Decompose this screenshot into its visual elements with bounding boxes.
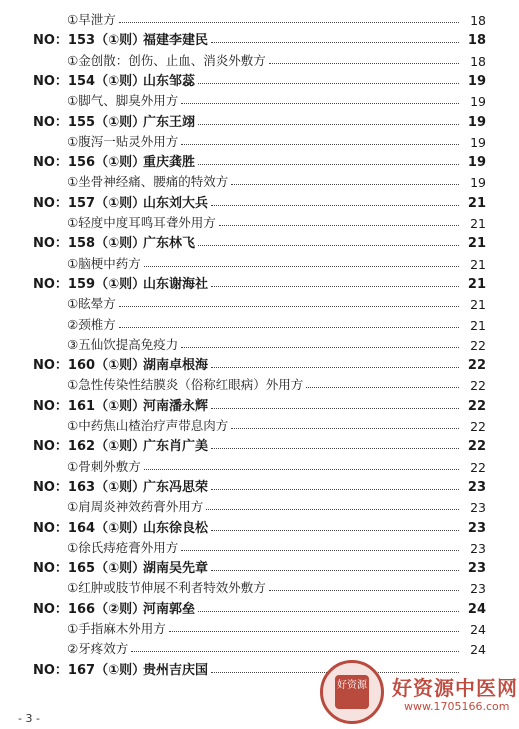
dot-leader (181, 102, 459, 104)
entry-number: NO：158（①则） (33, 236, 146, 252)
toc-author-row[interactable] (0, 434, 519, 454)
entry-number: NO：159（①则） (33, 276, 146, 292)
page-ref: 19 (470, 134, 486, 150)
recipe-title: ②颈椎方 (67, 316, 116, 332)
dot-leader (181, 346, 459, 348)
page-ref: 18 (467, 33, 486, 49)
entry-heading (0, 151, 195, 170)
page-number: - 3 - (18, 712, 40, 725)
page-ref: 22 (467, 398, 486, 414)
toc-author-row[interactable] (0, 191, 519, 211)
toc-recipe-row[interactable] (0, 455, 519, 475)
entry-number: NO：157（①则） (33, 195, 146, 211)
dot-leader (198, 610, 459, 612)
toc-recipe-row[interactable] (0, 49, 519, 69)
entry-number: NO：166（②则） (33, 601, 146, 617)
entry-heading (0, 435, 208, 454)
page-ref: 22 (470, 378, 486, 394)
toc-recipe-row[interactable] (0, 252, 519, 272)
dot-leader (306, 386, 459, 388)
author-name: 广东肖广美 (143, 439, 209, 455)
dot-leader (119, 326, 459, 328)
recipe-title: ②牙疼效方 (67, 641, 129, 657)
author-name: 广东冯思荣 (143, 479, 209, 495)
toc-author-row[interactable] (0, 516, 519, 536)
page-ref: 19 (470, 94, 486, 110)
dot-leader (211, 569, 459, 571)
page-ref: 22 (467, 358, 486, 374)
toc-recipe-row[interactable] (0, 414, 519, 434)
recipe-title: ①金创散：创伤、止血、消炎外敷方 (67, 52, 266, 68)
toc-recipe-row[interactable] (0, 313, 519, 333)
page-ref: 19 (467, 114, 486, 130)
toc-recipe-row[interactable] (0, 292, 519, 312)
recipe-title: ①腹泻一贴灵外用方 (67, 133, 179, 149)
author-name: 重庆龚胜 (143, 155, 196, 171)
seal-text: 好资源 (335, 675, 369, 709)
toc-recipe-row[interactable] (0, 170, 519, 190)
dot-leader (269, 62, 459, 64)
dot-leader (211, 204, 459, 206)
page-ref: 22 (470, 419, 486, 434)
toc-author-row[interactable] (0, 110, 519, 130)
toc-recipe-row[interactable] (0, 637, 519, 657)
toc-recipe-row[interactable] (0, 8, 519, 28)
entry-number: NO：155（①则） (33, 114, 146, 130)
author-name: 湖南卓根海 (143, 358, 209, 374)
entry-number: NO：164（①则） (33, 520, 146, 536)
dot-leader (211, 447, 459, 449)
entry-heading (0, 659, 208, 678)
recipe-title: ①脚气、脚臭外用方 (67, 93, 179, 109)
recipe-title: ①肩周炎神效药膏外用方 (67, 499, 204, 515)
entry-heading (0, 476, 208, 495)
dot-leader (119, 305, 459, 307)
dot-leader (119, 21, 459, 23)
toc-author-row[interactable] (0, 597, 519, 617)
dot-leader (231, 183, 459, 185)
dot-leader (144, 265, 459, 267)
dot-leader (211, 529, 459, 531)
page-ref: 24 (470, 622, 486, 637)
dot-leader (231, 427, 459, 429)
toc-author-row[interactable] (0, 353, 519, 373)
page-ref: 24 (467, 601, 486, 617)
toc-recipe-row[interactable] (0, 576, 519, 596)
dot-leader (198, 163, 459, 165)
toc-recipe-row[interactable] (0, 373, 519, 393)
author-name: 广东林飞 (143, 236, 196, 252)
entry-heading (0, 232, 195, 251)
watermark-seal (320, 660, 384, 724)
watermark-brand: 好资源中医网 (392, 676, 518, 700)
dot-leader (181, 549, 459, 551)
toc-author-row[interactable] (0, 556, 519, 576)
page-ref: 21 (470, 317, 486, 333)
entry-number: NO：160（①则） (33, 358, 146, 374)
dot-leader (211, 407, 459, 409)
watermark-url: www.1705166.com (404, 700, 510, 713)
dot-leader (211, 41, 459, 43)
recipe-title: ①骨刺外敷方 (67, 458, 141, 474)
page-ref: 21 (467, 195, 486, 211)
page-ref: 21 (470, 216, 486, 231)
entry-number: NO：167（①则） (33, 662, 146, 678)
dot-leader (181, 143, 459, 145)
recipe-title: ①早泄方 (67, 12, 116, 27)
dot-leader (211, 488, 459, 490)
recipe-title: ①徐氏痔疮膏外用方 (67, 539, 179, 555)
page-ref: 18 (470, 53, 486, 69)
dot-leader (211, 285, 459, 287)
author-name: 山东刘大兵 (143, 195, 209, 211)
dot-leader (198, 82, 459, 84)
page-ref: 19 (470, 175, 486, 191)
entry-number: NO：153（①则） (33, 33, 146, 49)
page-ref: 22 (470, 337, 486, 353)
entry-heading (0, 557, 208, 576)
toc-author-row[interactable] (0, 69, 519, 89)
toc-author-row[interactable] (0, 150, 519, 170)
entry-heading (0, 598, 195, 617)
page-ref: 21 (470, 256, 486, 272)
author-name: 广东王翊 (143, 114, 196, 130)
toc-author-row[interactable] (0, 28, 519, 48)
author-name: 河南潘永辉 (143, 398, 209, 414)
entry-number: NO：162（①则） (33, 439, 146, 455)
dot-leader (198, 244, 459, 246)
toc-author-row[interactable] (0, 394, 519, 414)
entry-heading (0, 192, 208, 211)
entry-number: NO：161（①则） (33, 398, 146, 414)
entry-number: NO：165（①则） (33, 561, 146, 577)
toc-author-row[interactable] (0, 231, 519, 251)
recipe-title: ①坐骨神经痛、腰痛的特效方 (67, 174, 229, 190)
page-ref: 23 (470, 540, 486, 556)
entry-number: NO：156（①则） (33, 155, 146, 171)
recipe-title: ①脑梗中药方 (67, 255, 141, 271)
dot-leader (206, 508, 459, 510)
entry-heading (0, 517, 208, 536)
author-name: 福建李建民 (143, 33, 209, 49)
toc-recipe-row[interactable] (0, 495, 519, 515)
page-ref: 21 (467, 236, 486, 252)
entry-heading (0, 395, 208, 414)
dot-leader (219, 224, 459, 226)
toc-recipe-row[interactable] (0, 89, 519, 109)
dot-leader (169, 630, 459, 632)
recipe-title: ①红肿或肢节伸展不利者特效外敷方 (67, 580, 266, 596)
recipe-title: ①手指麻木外用方 (67, 621, 166, 636)
recipe-title: ①眩晕方 (67, 296, 116, 312)
toc-recipe-row[interactable] (0, 617, 519, 637)
dot-leader (211, 366, 459, 368)
author-name: 山东邹蕊 (143, 73, 196, 89)
page-ref: 23 (467, 561, 486, 577)
author-name: 山东谢海社 (143, 276, 209, 292)
recipe-title: ①中药焦山楂治疗声带息肉方 (67, 418, 229, 433)
entry-number: NO：163（①则） (33, 479, 146, 495)
author-name: 山东徐良松 (143, 520, 209, 536)
page-ref: 23 (470, 500, 486, 516)
entry-heading (0, 273, 208, 292)
page-ref: 23 (470, 581, 486, 597)
page-ref: 24 (470, 642, 486, 658)
dot-leader (198, 123, 459, 125)
page-ref: 19 (467, 155, 486, 171)
toc-author-row[interactable] (0, 475, 519, 495)
toc-recipe-row[interactable] (0, 333, 519, 353)
toc-recipe-row[interactable] (0, 130, 519, 150)
author-name: 河南郭垒 (143, 601, 196, 617)
recipe-title: ③五仙饮提高免疫力 (67, 336, 179, 352)
toc-recipe-row[interactable] (0, 211, 519, 231)
page-ref: 23 (467, 520, 486, 536)
page-ref: 22 (470, 459, 486, 475)
entry-heading (0, 70, 195, 89)
entry-heading (0, 29, 208, 48)
page-ref: 22 (467, 439, 486, 455)
page-ref: 21 (467, 276, 486, 292)
page-ref: 21 (470, 297, 486, 313)
entry-number: NO：154（①则） (33, 73, 146, 89)
toc-author-row[interactable] (0, 272, 519, 292)
toc-recipe-row[interactable] (0, 536, 519, 556)
entry-heading (0, 111, 195, 130)
recipe-title: ①急性传染性结膜炎（俗称红眼病）外用方 (67, 377, 304, 393)
dot-leader (269, 589, 459, 591)
page-ref: 18 (470, 13, 486, 28)
dot-leader (131, 650, 459, 652)
recipe-title: ①轻度中度耳鸣耳聋外用方 (67, 215, 216, 230)
page-ref: 19 (467, 73, 486, 89)
author-name: 湖南吴先章 (143, 561, 209, 577)
dot-leader (144, 468, 459, 470)
entry-heading (0, 354, 208, 373)
page-ref: 23 (467, 479, 486, 495)
author-name: 贵州吉庆国 (143, 662, 209, 678)
